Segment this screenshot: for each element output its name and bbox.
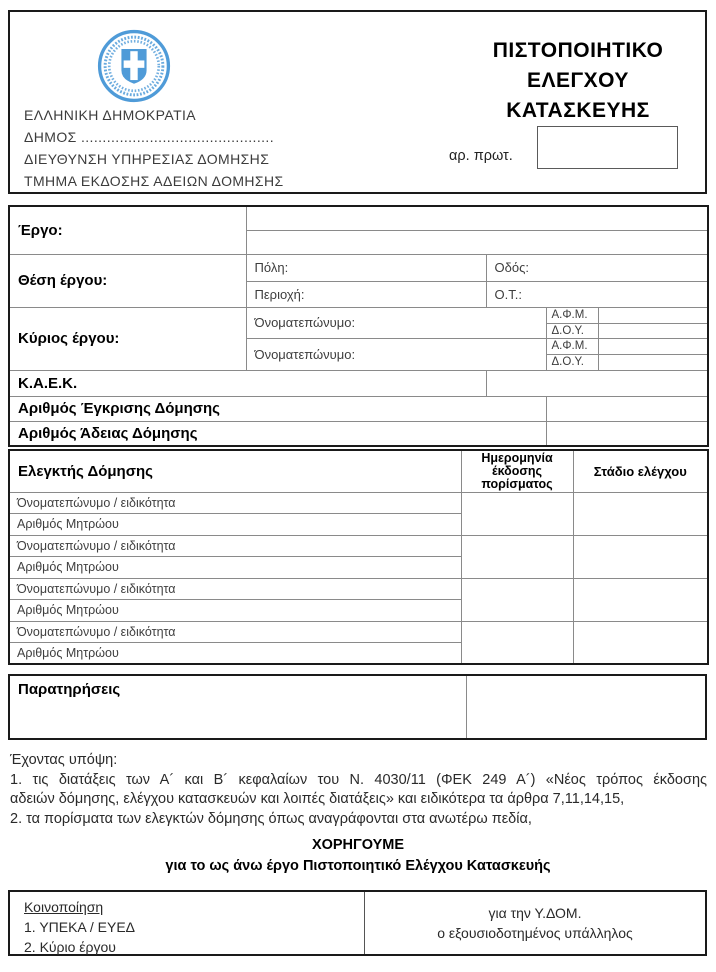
project-label: Έργο:: [9, 206, 246, 254]
inspector-1-registry-field[interactable]: Αριθμός Μητρώου: [9, 514, 461, 536]
owner-2-doy-field[interactable]: [598, 354, 708, 370]
street-label: Οδός:: [494, 260, 529, 275]
inspector-2-registry-field[interactable]: Αριθμός Μητρώου: [9, 557, 461, 579]
inspector-3-registry-field[interactable]: Αριθμός Μητρώου: [9, 600, 461, 622]
protocol-number-field[interactable]: [537, 126, 678, 169]
remarks-label-cell: [10, 676, 467, 738]
inspector-4-registry-field[interactable]: Αριθμός Μητρώου: [9, 643, 461, 665]
inspector-4-date-field[interactable]: [461, 621, 573, 664]
inspector-4-stage-field[interactable]: [573, 621, 708, 664]
owner-1-fullname-label: Όνοματεπώνυμο:: [254, 315, 356, 330]
owner-2-fullname-field[interactable]: [246, 338, 546, 370]
remarks-label: Παρατηρήσεις: [18, 681, 121, 698]
org-line-department: ΤΜΗΜΑ ΕΚΔΟΣΗΣ ΑΔΕΙΩΝ ΔΟΜΗΣΗΣ: [24, 173, 284, 189]
inspector-2-name-field[interactable]: Όνοματεπώνυμο / ειδικότητα: [9, 535, 461, 557]
inspector-column-header: Ελεγκτής Δόμησης: [9, 450, 461, 492]
kaek-field[interactable]: [486, 370, 708, 396]
signature-line-1: για την Υ.ΔΟΜ.: [488, 905, 582, 921]
issuing-authority-block: [24, 104, 284, 192]
permit-number-field[interactable]: [546, 421, 708, 446]
owner-2-doy-label: Δ.Ο.Υ.: [546, 354, 598, 370]
title-line-2: ΕΛΕΓΧΟΥ: [527, 69, 629, 92]
notification-item-1: 1. ΥΠΕΚΑ / ΕΥΕΔ: [24, 919, 136, 935]
title-line-3: ΚΑΤΑΣΚΕΥΗΣ: [506, 99, 650, 122]
org-line-municipality: ΔΗΜΟΣ .............................................: [24, 129, 274, 145]
city-field[interactable]: [246, 254, 486, 281]
permit-number-label: Αριθμός Άδειας Δόμησης: [9, 421, 546, 446]
inspector-4-name-field[interactable]: Όνοματεπώνυμο / ειδικότητα: [9, 621, 461, 643]
inspector-3-stage-field[interactable]: [573, 578, 708, 621]
notification-item-2: 2. Κύριο έργου: [24, 939, 116, 955]
org-line-directorate: ΔΙΕΥΘΥΝΣΗ ΥΠΗΡΕΣΙΑΣ ΔΟΜΗΣΗΣ: [24, 151, 270, 167]
inspector-2-stage-field[interactable]: [573, 535, 708, 578]
project-name-field-row-1[interactable]: [246, 206, 708, 230]
inspector-2-date-field[interactable]: [461, 535, 573, 578]
document-title: [450, 36, 706, 126]
approval-number-label: Αριθμός Έγκρισης Δόμησης: [9, 396, 546, 421]
grant-statement: [0, 835, 716, 877]
owner-1-afm-label: Α.Φ.Μ.: [546, 307, 598, 323]
inspectors-table: [8, 449, 709, 665]
signature-line-2: ο εξουσιοδοτημένος υπάλληλος: [437, 925, 633, 941]
owner-1-doy-label: Δ.Ο.Υ.: [546, 323, 598, 338]
ot-label: Ο.Τ.:: [494, 286, 522, 302]
stage-column-header: Στάδιο ελέγχου: [573, 450, 708, 492]
city-label: Πόλη:: [254, 260, 289, 275]
inspector-1-date-field[interactable]: [461, 492, 573, 535]
ot-field[interactable]: [486, 281, 708, 307]
footer-table: [8, 890, 707, 956]
owner-label: Κύριος έργου:: [9, 307, 246, 370]
legal-intro: Έχοντας υπόψη:: [10, 752, 118, 768]
signature-cell: [365, 892, 705, 954]
protocol-number-label: αρ. πρωτ.: [449, 148, 513, 164]
legal-considerations: [10, 751, 707, 829]
inspector-3-date-field[interactable]: [461, 578, 573, 621]
legal-item-1-line-1: 1. τις διατάξεις των Α´ και Β´ κεφαλαίων του Ν. 4030/11 (ΦΕΚ 249 Α´) «Νέος τρόπος έκδοσης: [10, 771, 707, 788]
notification-label: Κοινοποίηση: [24, 899, 104, 915]
owner-1-doy-field[interactable]: [598, 323, 708, 338]
title-line-1: ΠΙΣΤΟΠΟΙΗΤΙΚΟ: [492, 39, 664, 62]
location-label: Θέση έργου:: [9, 254, 246, 307]
remarks-field[interactable]: [467, 676, 705, 738]
owner-2-afm-field[interactable]: [598, 338, 708, 354]
remarks-box: [8, 674, 707, 740]
legal-item-1-line-2: αδειών δόμησης, ελέγχου κατασκευών και λοιπές διατάξεις» και ειδικότερα τα άρθρα 7,11,14,15,: [10, 791, 625, 807]
owner-1-afm-field[interactable]: [598, 307, 708, 323]
header-box: [8, 10, 707, 194]
inspector-1-name-field[interactable]: Όνοματεπώνυμο / ειδικότητα: [9, 492, 461, 514]
org-line-republic: ΕΛΛΗΝΙΚΗ ΔΗΜΟΚΡΑΤΙΑ: [24, 107, 197, 123]
date-column-header: Ημερομηνία έκδοσης πορίσματος: [461, 450, 573, 492]
project-info-table: [8, 205, 709, 447]
approval-number-field[interactable]: [546, 396, 708, 421]
area-field[interactable]: [246, 281, 486, 307]
kaek-label: Κ.Α.Ε.Κ.: [9, 370, 486, 396]
owner-2-fullname-label: Όνοματεπώνυμο:: [254, 346, 356, 362]
street-field[interactable]: [486, 254, 708, 281]
project-name-field-row-2[interactable]: [246, 230, 708, 254]
owner-2-afm-label: Α.Φ.Μ.: [546, 338, 598, 354]
owner-1-fullname-field[interactable]: [246, 307, 546, 338]
inspector-3-name-field[interactable]: Όνοματεπώνυμο / ειδικότητα: [9, 578, 461, 600]
grant-subheading: για το ως άνω έργο Πιστοποιητικό Ελέγχου Κατασκευής: [165, 858, 551, 874]
area-label: Περιοχή:: [254, 286, 305, 302]
legal-item-2: 2. τα πορίσματα των ελεγκτών δόμησης όπως αναγράφονται στα ανωτέρω πεδία,: [10, 810, 532, 827]
greek-republic-emblem-icon: [97, 29, 171, 103]
inspector-1-stage-field[interactable]: [573, 492, 708, 535]
notification-cell: [10, 892, 365, 954]
grant-heading: ΧΟΡΗΓΟΥΜΕ: [311, 837, 405, 853]
